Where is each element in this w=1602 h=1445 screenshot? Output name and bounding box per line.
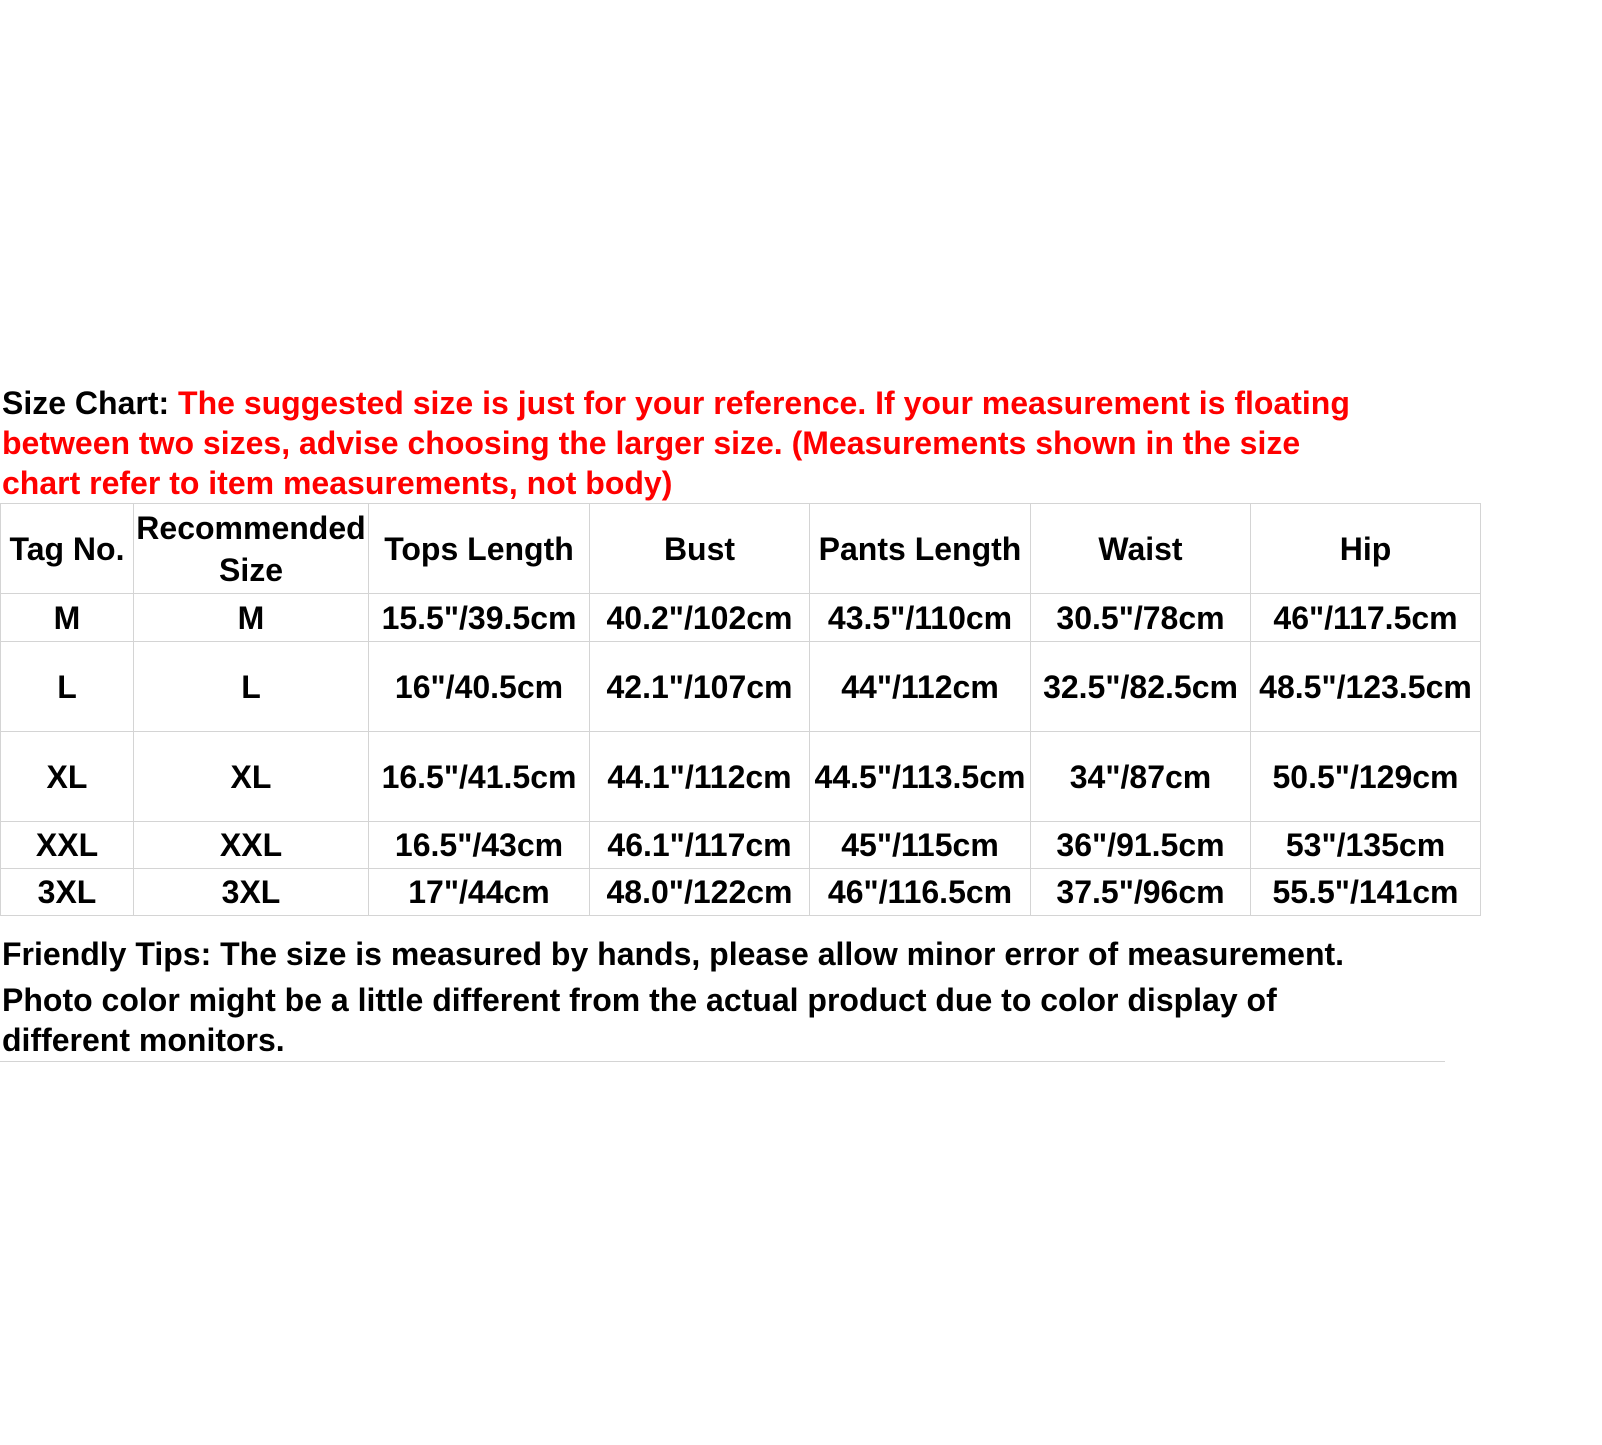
cell-bust: 42.1"/107cm [590, 642, 810, 732]
header-recommended-size: Recommended Size [134, 504, 369, 594]
cell-tag-no: L [1, 642, 134, 732]
cell-tops-length: 15.5"/39.5cm [369, 594, 590, 642]
table-row [1, 642, 1481, 732]
cell-recommended-size: 3XL [134, 869, 369, 916]
cell-waist: 37.5"/96cm [1031, 869, 1251, 916]
table-row [1, 869, 1481, 916]
header-bust: Bust [590, 504, 810, 594]
cell-bust: 46.1"/117cm [590, 822, 810, 869]
table-header-row [1, 504, 1481, 594]
cell-tag-no: 3XL [1, 869, 134, 916]
cell-waist: 32.5"/82.5cm [1031, 642, 1251, 732]
tips-line-2: Photo color might be a little different from the actual product due to color display of [2, 982, 1277, 1018]
cell-pants-length: 44"/112cm [810, 642, 1031, 732]
header-hip: Hip [1251, 504, 1481, 594]
cell-pants-length: 45"/115cm [810, 822, 1031, 869]
cell-tops-length: 16"/40.5cm [369, 642, 590, 732]
cell-recommended-size: XL [134, 732, 369, 822]
cell-bust: 48.0"/122cm [590, 869, 810, 916]
tips-line-3: different monitors. [2, 1022, 285, 1058]
cell-waist: 30.5"/78cm [1031, 594, 1251, 642]
note-text-line-3: chart refer to item measurements, not body) [2, 465, 673, 501]
cell-bust: 44.1"/112cm [590, 732, 810, 822]
cell-hip: 55.5"/141cm [1251, 869, 1481, 916]
cell-hip: 46"/117.5cm [1251, 594, 1481, 642]
size-table [0, 503, 1481, 916]
note-text-line-2: between two sizes, advise choosing the larger size. (Measurements shown in the size [2, 425, 1301, 461]
cell-tops-length: 17"/44cm [369, 869, 590, 916]
cell-tag-no: XL [1, 732, 134, 822]
header-tag-no: Tag No. [1, 504, 134, 594]
header-tops-length: Tops Length [369, 504, 590, 594]
size-table-container [0, 503, 1472, 916]
cell-pants-length: 43.5"/110cm [810, 594, 1031, 642]
cell-tops-length: 16.5"/43cm [369, 822, 590, 869]
header-waist: Waist [1031, 504, 1251, 594]
cell-tag-no: M [1, 594, 134, 642]
cell-hip: 53"/135cm [1251, 822, 1481, 869]
table-row [1, 594, 1481, 642]
cell-pants-length: 44.5"/113.5cm [810, 732, 1031, 822]
cell-hip: 48.5"/123.5cm [1251, 642, 1481, 732]
tips-line-1: Friendly Tips: The size is measured by hands, please allow minor error of measurement. [2, 936, 1345, 972]
size-chart-label: Size Chart: [2, 385, 179, 421]
cell-tag-no: XXL [1, 822, 134, 869]
header-pants-length: Pants Length [810, 504, 1031, 594]
cell-recommended-size: L [134, 642, 369, 732]
friendly-tips [2, 932, 1602, 1060]
cell-recommended-size: M [134, 594, 369, 642]
cell-hip: 50.5"/129cm [1251, 732, 1481, 822]
cell-waist: 36"/91.5cm [1031, 822, 1251, 869]
note-text-line-1: The suggested size is just for your reference. If your measurement is floating [178, 385, 1350, 421]
cell-bust: 40.2"/102cm [590, 594, 810, 642]
table-row [1, 732, 1481, 822]
cell-waist: 34"/87cm [1031, 732, 1251, 822]
cell-pants-length: 46"/116.5cm [810, 869, 1031, 916]
bottom-divider [0, 1061, 1445, 1062]
size-chart-note [2, 383, 1602, 503]
table-row [1, 822, 1481, 869]
cell-recommended-size: XXL [134, 822, 369, 869]
cell-tops-length: 16.5"/41.5cm [369, 732, 590, 822]
note-line-1 [2, 383, 1602, 423]
